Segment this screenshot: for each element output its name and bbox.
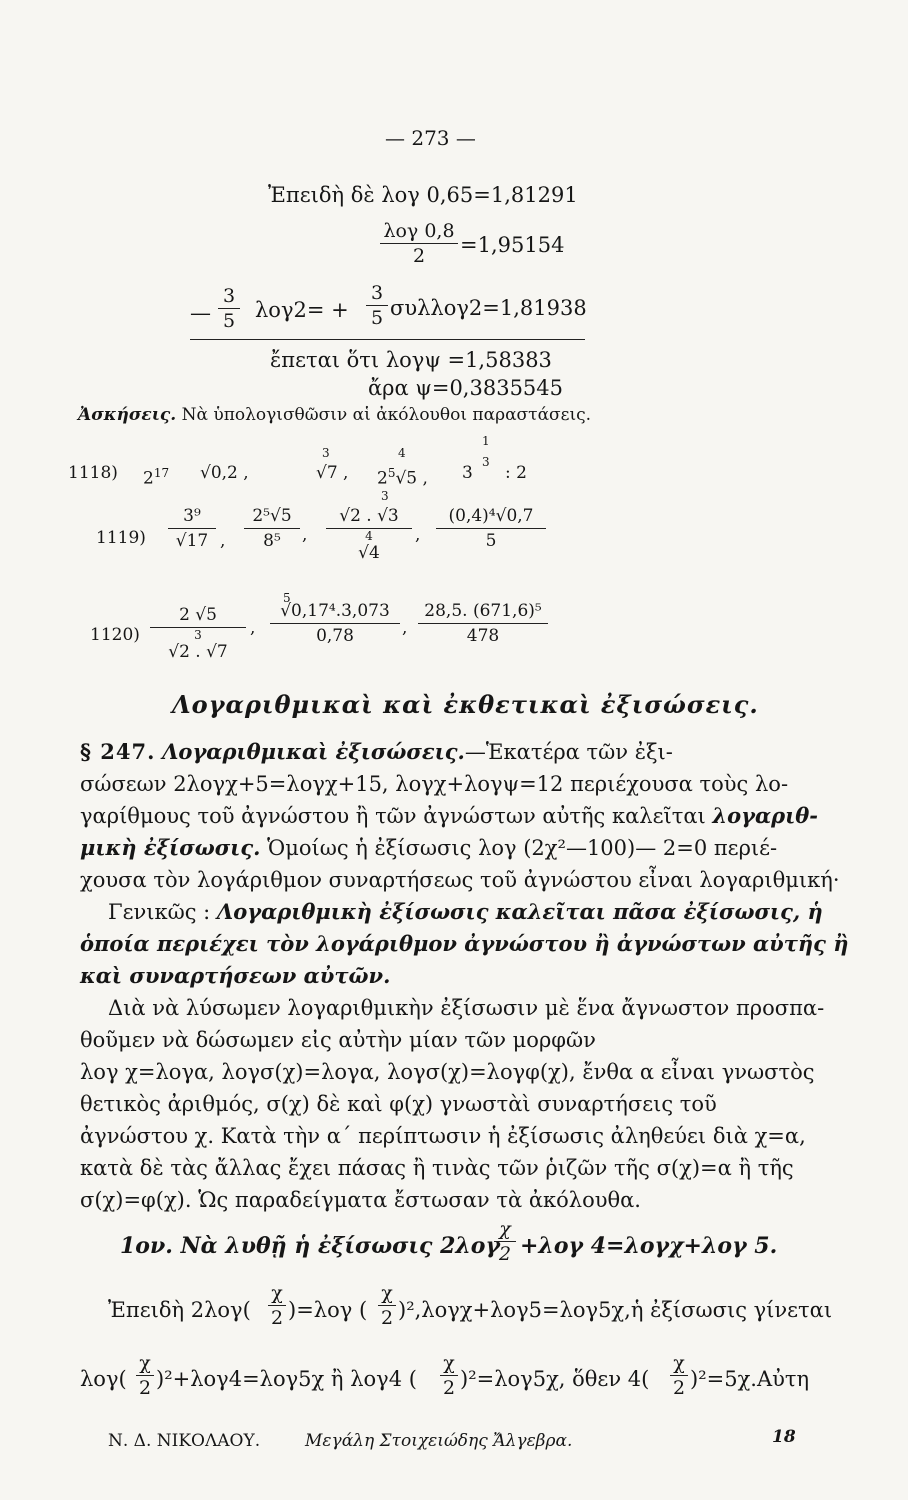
page-number: — 273 — <box>385 126 476 150</box>
exercise-1119-number: 1119) <box>96 528 146 548</box>
working-2-fraction-3 <box>670 1352 688 1399</box>
separator-comma: , <box>250 618 256 638</box>
exercise-1118-e-mid: 3 <box>482 455 490 469</box>
fraction-numerator: 2 √5 <box>179 605 217 625</box>
separator-comma: , <box>415 525 421 545</box>
discussion-line-4: θετικὸς ἀριθμός, σ(χ) δὲ καὶ φ(χ) γνωστὰὶ συναρτήσεις τοῦ <box>80 1092 717 1116</box>
exercises-text: Νὰ ὑπολογισθῶσιν αἱ ἀκόλουθοι παραστάσεις. <box>181 405 592 425</box>
definition-line-1 <box>108 899 823 925</box>
paragraph-247-line-3 <box>80 803 818 829</box>
paragraph-247-line-1 <box>80 739 673 765</box>
working-2-b: )²+λογ4=λογ5χ ἢ λογ4 ( <box>156 1367 417 1391</box>
fraction-numerator: χ <box>499 1218 511 1240</box>
section-heading: Λογαριθμικαὶ ἐξισώσεις. <box>162 739 465 764</box>
calc-line-2-result: =1,95154 <box>460 233 565 257</box>
exercise-1118-c-index: 3 <box>322 446 330 460</box>
separator-comma: , <box>402 618 408 638</box>
example-1-title-a: 1ον. Νὰ λυθῇ ἡ ἐξίσωσις 2λογ <box>120 1233 501 1259</box>
expr-base: 2 <box>143 468 154 489</box>
exercise-1118-e-bottom: 3 <box>381 489 389 503</box>
footer-book-title: Μεγάλη Στοιχειώδης Ἄλγεβρα. <box>305 1431 573 1451</box>
fraction-denominator: 0,78 <box>316 626 354 646</box>
fraction-denominator: 5 <box>222 310 236 332</box>
exercise-1120-g3 <box>418 600 548 647</box>
working-2-fraction-2 <box>440 1352 458 1399</box>
fraction-denominator: 2 <box>270 1307 284 1329</box>
definition-line-3: καὶ συναρτήσεων αὐτῶν. <box>80 963 391 988</box>
fraction-denominator: 2 <box>442 1377 456 1399</box>
exercise-1120-g2 <box>270 600 400 647</box>
calc-line-2-fraction <box>380 220 458 267</box>
fraction-denominator: 2 <box>138 1377 152 1399</box>
section-title: Λογαριθμικαὶ καὶ ἐκθετικαὶ ἐξισώσεις. <box>172 690 759 719</box>
calc-line-3-fraction-a <box>218 285 240 332</box>
working-1-fraction-1 <box>268 1282 286 1329</box>
fraction-numerator: √2 . √3 <box>339 506 399 526</box>
exercises-label: Ἀσκήσεις. <box>78 405 177 425</box>
root-index: 3 <box>194 628 202 642</box>
exercise-1118-d-index: 4 <box>398 446 406 460</box>
calc-line-3-mid: λογ2= + <box>255 298 349 322</box>
discussion-line-5: ἀγνώστου χ. Κατὰ τὴν α´ περίπτωσιν ἡ ἐξίσωσις ἀληθεύει διὰ χ=α, <box>80 1124 806 1148</box>
fraction-denominator: 2 <box>380 1307 394 1329</box>
discussion-line-3: λογ χ=λογα, λογσ(χ)=λογα, λογσ(χ)=λογφ(χ), ἔνθα α εἶναι γνωστὸς <box>80 1060 815 1084</box>
working-2-a: λογ( <box>80 1367 127 1391</box>
fraction-numerator: 3⁹ <box>183 506 201 526</box>
section-number: § 247. <box>80 739 156 764</box>
definition-line-2: ὁποία περιέχει τὸν λογάριθμον ἀγνώστου ἢ ἀγνώστων αὐτῆς ἢ <box>80 931 849 956</box>
calc-divider <box>190 339 585 340</box>
discussion-line-7: σ(χ)=φ(χ). Ὡς παραδείγματα ἔστωσαν τὰ ἀκόλουθα. <box>80 1188 641 1212</box>
fraction-denominator: 2 <box>672 1377 686 1399</box>
exercise-1120-number: 1120) <box>90 625 140 645</box>
exercise-1118-number: 1118) <box>68 463 118 483</box>
fraction-numerator: 3 <box>370 282 384 304</box>
working-1-fraction-2 <box>378 1282 396 1329</box>
fraction-denominator: 5 <box>485 531 497 551</box>
calc-line-1: Ἐπειδὴ δὲ λογ 0,65=1,81291 <box>268 183 578 207</box>
exercise-1119-f1 <box>168 505 216 552</box>
separator-comma: , <box>302 525 308 545</box>
paragraph-text: γαρίθμους τοῦ ἀγνώστου ἢ τῶν ἀγνώστων αὐτῆς καλεῖται <box>80 804 706 828</box>
fraction-numerator: (0,4)⁴√0,7 <box>448 506 534 526</box>
fraction-numerator: χ <box>139 1352 151 1374</box>
calc-line-5: ἄρα ψ=0,3835545 <box>368 376 564 400</box>
fraction-numerator: χ <box>271 1282 283 1304</box>
discussion-line-6: κατὰ δὲ τὰς ἄλλας ἔχει πάσας ἢ τινὰς τῶν ῥιζῶν τῆς σ(χ)=α ἢ τῆς <box>80 1156 794 1180</box>
exercise-1119-f2 <box>244 505 300 552</box>
fraction-denominator: 2 <box>498 1243 512 1265</box>
discussion-line-2: θοῦμεν νὰ δώσωμεν εἰς αὐτὴν μίαν τῶν μορφῶν <box>80 1028 596 1052</box>
fraction-numerator: 28,5. (671,6)⁵ <box>424 601 542 621</box>
example-1-title-b: +λογ 4=λογχ+λογ 5. <box>520 1233 778 1259</box>
working-1-c: )²,λογχ+λογ5=λογ5χ,ἡ ἐξίσωσις γίνεται <box>398 1298 833 1322</box>
root-index: 4 <box>365 529 373 543</box>
fraction-numerator: χ <box>673 1352 685 1374</box>
exercise-1118-e-top: 1 <box>482 434 490 448</box>
working-2-c: )²=λογ5χ, ὅθεν 4( <box>460 1367 650 1391</box>
paragraph-text: Ὁμοίως ἡ ἐξίσωσις λογ (2χ²—100)— 2=0 περιέ- <box>267 836 778 860</box>
fraction-numerator: √0,17⁴.3,073 <box>280 601 390 621</box>
example-1-fraction <box>494 1218 516 1265</box>
paragraph-text: Γενικῶς : <box>108 900 211 924</box>
discussion-line-1: Διὰ νὰ λύσωμεν λογαριθμικὴν ἐξίσωσιν μὲ ἕνα ἄγνωστον προσπα- <box>108 996 825 1020</box>
fraction-numerator: λογ 0,8 <box>383 220 455 242</box>
calc-line-4: ἔπεται ὅτι λογψ =1,58383 <box>270 348 552 372</box>
working-2-d: )²=5χ.Αὐτη <box>690 1367 810 1391</box>
expr-root: √5 , <box>395 468 428 489</box>
fraction-denominator: √17 <box>175 531 209 551</box>
calc-line-3-fraction-b <box>366 282 388 329</box>
expr-base: 2 <box>377 468 388 489</box>
exercise-1118-c: √7 , <box>316 463 349 483</box>
fraction-denominator: √4 <box>358 543 380 563</box>
expr-exponent: 5 <box>387 466 396 480</box>
fraction-numerator: χ <box>381 1282 393 1304</box>
working-1-a: Ἐπειδὴ 2λογ( <box>108 1298 251 1322</box>
exercises-intro <box>78 402 591 428</box>
exercise-1120-g2-index: 5 <box>283 591 291 605</box>
definition-text: Λογαριθμικὴ ἐξίσωσις καλεῖται πᾶσα ἐξίσωσις, ἡ <box>216 899 823 924</box>
exercise-1120-g1 <box>150 604 246 663</box>
separator-comma: , <box>220 531 226 551</box>
exercise-1119-f3 <box>326 505 412 564</box>
paragraph-247-line-5: χουσα τὸν λογάριθμον συναρτήσεως τοῦ ἀγνώστου εἶναι λογαριθμική· <box>80 868 840 892</box>
calc-line-3-minus: — <box>190 301 211 325</box>
exercise-1118-e-rest: : 2 <box>505 463 527 483</box>
footer-author: Ν. Δ. ΝΙΚΟΛΑΟΥ. <box>108 1431 261 1451</box>
expr-exponent: 17 <box>153 466 170 480</box>
fraction-denominator: 5 <box>370 307 384 329</box>
fraction-numerator: 3 <box>222 285 236 307</box>
calc-line-3-result: συλλογ2=1,81938 <box>390 296 587 320</box>
exercise-1118-b: √0,2 , <box>200 463 249 483</box>
exercise-1118-a <box>143 460 169 492</box>
exercise-1119-f4 <box>436 505 546 552</box>
exercise-1118-e: 3 <box>462 463 473 483</box>
fraction-denominator: 478 <box>466 626 500 646</box>
fraction-denominator: 8⁵ <box>263 531 281 551</box>
working-2-fraction-1 <box>136 1352 154 1399</box>
fraction-numerator: 2⁵√5 <box>252 506 292 526</box>
fraction-denominator: 2 <box>412 245 426 267</box>
fraction-numerator: χ <box>443 1352 455 1374</box>
fraction-denominator: √2 . √7 <box>168 642 228 662</box>
paragraph-247-line-2: σώσεων 2λογχ+5=λογχ+15, λογχ+λογψ=12 περιέχουσα τοὺς λο- <box>80 772 789 796</box>
paragraph-247-line-4 <box>80 835 777 861</box>
paragraph-text: —Ἑκατέρα τῶν ἐξι- <box>464 740 673 764</box>
working-1-b: )=λογ ( <box>288 1298 368 1322</box>
emphasized-term: μικὴ ἐξίσωσις. <box>80 835 261 860</box>
emphasized-term: λογαριθ- <box>712 803 819 828</box>
footer-signature: 18 <box>772 1427 796 1447</box>
